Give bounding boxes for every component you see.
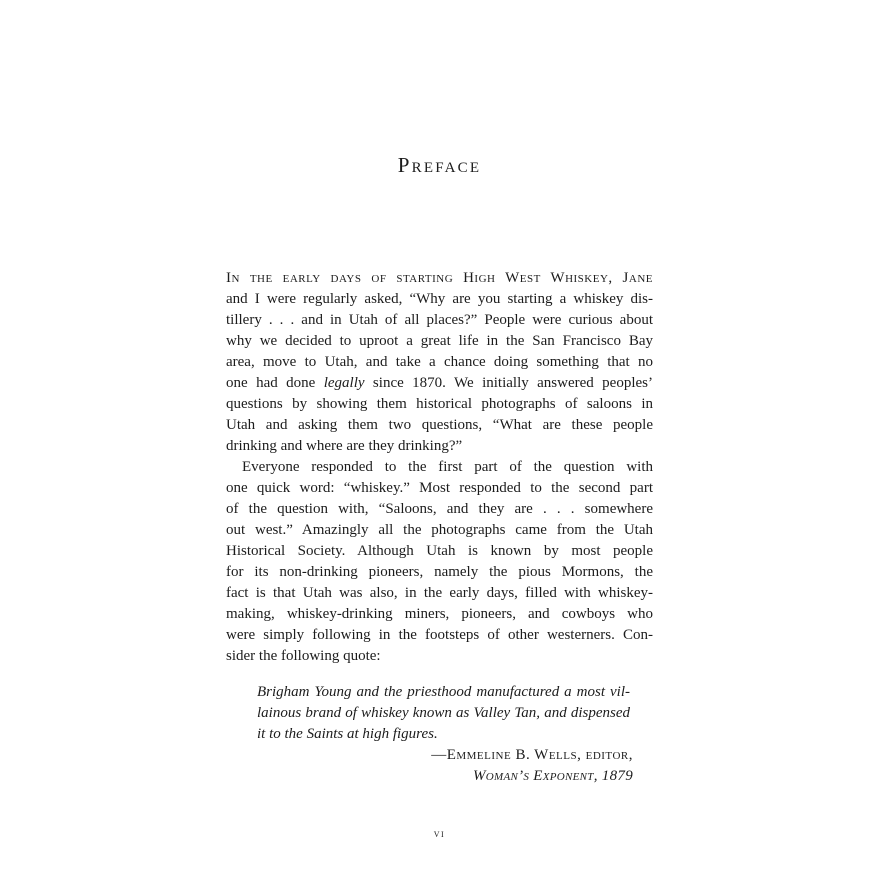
text-line	[226, 310, 653, 331]
text-line-content: one quick word: “whiskey.” Most responded to the second part	[226, 480, 653, 496]
text-line-content: making, whiskey-drinking miners, pioneers, and cowboys who	[226, 606, 653, 622]
text-line-content: it to the Saints at high figures.	[257, 726, 438, 742]
text-line-content: were simply following in the footsteps of other westerners. Con-	[226, 627, 654, 643]
text-line	[226, 604, 653, 625]
text-line	[226, 394, 653, 415]
text-line	[226, 436, 653, 457]
text-line	[226, 268, 653, 289]
text-line	[226, 541, 653, 562]
quote-attribution	[226, 745, 633, 787]
text-line-content: sider the following quote:	[226, 648, 381, 664]
text-line	[226, 520, 653, 541]
text-line	[226, 478, 653, 499]
text-line-content: out west.” Amazingly all the photographs came from the Utah	[226, 522, 653, 538]
text-block	[226, 268, 653, 787]
body-paragraphs	[226, 268, 653, 667]
text-line	[226, 499, 653, 520]
text-line	[226, 745, 633, 766]
text-line	[226, 373, 653, 394]
text-line-content: Brigham Young and the priesthood manufactured a most vil-	[257, 684, 630, 700]
text-line-content: Everyone responded to the first part of the question with	[242, 459, 653, 475]
text-line-content: Woman’s Exponent, 1879	[472, 768, 633, 784]
text-line-content: of the question with, “Saloons, and they are . . . somewhere	[226, 501, 653, 517]
text-line-content: area, move to Utah, and take a chance doing something that no	[226, 354, 653, 370]
text-line-content: Historical Society. Although Utah is known by most people	[226, 543, 653, 559]
text-line-content: why we decided to uproot a great life in the San Francisco Bay	[226, 333, 653, 349]
paragraph-1	[226, 268, 653, 457]
text-line	[257, 682, 630, 703]
text-line	[226, 646, 653, 667]
paragraph-2	[226, 457, 653, 667]
text-line-content: tillery . . . and in Utah of all places?” People were curious about	[226, 312, 653, 328]
text-line-content: Utah and asking them two questions, “What are these people	[226, 417, 653, 433]
page-title: Preface	[397, 153, 482, 177]
page-number: vi	[433, 826, 446, 840]
text-line	[226, 625, 653, 646]
text-line-content: for its non-drinking pioneers, namely the pious Mormons, the	[226, 564, 653, 580]
text-line	[226, 289, 653, 310]
text-line	[226, 766, 633, 787]
text-line-content: lainous brand of whiskey known as Valley Tan, and dispensed	[257, 705, 630, 721]
text-line-content: drinking and where are they drinking?”	[226, 438, 463, 454]
text-line	[257, 703, 630, 724]
text-line	[226, 352, 653, 373]
text-line	[226, 331, 653, 352]
text-line-content: In the early days of starting High West Whiskey, Jane	[226, 270, 653, 286]
text-line-content: and I were regularly asked, “Why are you starting a whiskey dis-	[226, 291, 653, 307]
text-line	[226, 457, 653, 478]
text-line-content: —Emmeline B. Wells, editor,	[431, 747, 633, 763]
text-line	[226, 415, 653, 436]
pull-quote	[257, 682, 630, 745]
text-line-content: fact is that Utah was also, in the early days, filled with whiskey-	[226, 585, 653, 601]
text-line-content: questions by showing them historical photographs of saloons in	[226, 396, 653, 412]
text-line-content: one had done legally since 1870. We initially answered peoples’	[226, 375, 653, 391]
text-line	[257, 724, 630, 745]
text-line	[226, 562, 653, 583]
text-line	[226, 583, 653, 604]
